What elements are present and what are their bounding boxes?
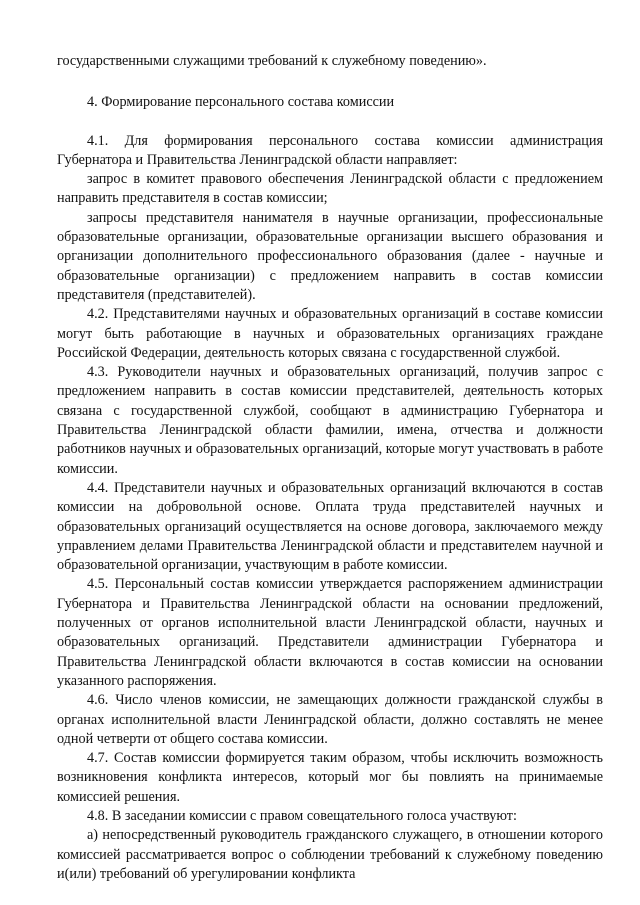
spacer xyxy=(57,71,603,93)
spacer xyxy=(57,113,603,132)
paragraph-4-3: 4.3. Руководители научных и образовательных организаций, получив запрос с предложением направить в состав комиссии представителей, деятельность которых связана с государственной службой, сообщают в администрацию Губернатора и Правительства Ленинградской области фамилии, имена, отчества и должности работников научных и образовательных организаций, которые могут участвовать в работе комиссии. xyxy=(57,364,603,477)
paragraph-requests-organizations: запросы представителя нанимателя в научные организации, профессиональные образовательные организации, образовательные организации высшего образования и организации дополнительного профессионального образования (далее - научные и образовательные организации) с предложением направить в состав комиссии представителя (представителей). xyxy=(57,209,603,303)
paragraph-4-8-a: а) непосредственный руководитель гражданского служащего, в отношении которого комиссией рассматривается вопрос о соблюдении требований к служебному поведению и(или) требований об урегулировании конфликта xyxy=(57,827,603,882)
document-page xyxy=(57,52,603,884)
section-title: 4. Формирование персонального состава комиссии xyxy=(87,94,395,111)
paragraph-request-legal: запрос в комитет правового обеспечения Ленинградской области с предложением направить представителя в состав комиссии; xyxy=(57,171,603,207)
intro-line: государственными служащими требований к служебному поведению». xyxy=(57,53,487,69)
paragraph-4-1: 4.1. Для формирования персонального состава комиссии администрация Губернатора и Правительства Ленинградской области направляет: xyxy=(57,132,603,168)
paragraph-4-8: 4.8. В заседании комиссии с правом совещательного голоса участвуют: xyxy=(87,807,517,824)
paragraph-4-4: 4.4. Представители научных и образовательных организаций включаются в состав комиссии на добровольной основе. Оплата труда представителей научных и образовательных организаций осуществляется на основе договора, заключаемого между управлением делами Правительства Ленинградской области и представителем научной и образовательной организации, участвующим в работе комиссии. xyxy=(57,479,603,574)
paragraph-4-6: 4.6. Число членов комиссии, не замещающих должности гражданской службы в органах исполнительной власти Ленинградской области, должно составлять не менее одной четверти от общего состава комиссии. xyxy=(57,692,603,747)
paragraph-4-5: 4.5. Персональный состав комиссии утверждается распоряжением администрации Губернатора и Правительства Ленинградской области на основании предложений, полученных от органов исполнительной власти Ленинградской области, научных и образовательных организаций. Представители администрации Губернатора и Правительства Ленинградской области включаются в состав комиссии на основании указанного распоряжения. xyxy=(57,576,603,689)
paragraph-4-7: 4.7. Состав комиссии формируется таким образом, чтобы исключить возможность возникновения конфликта интересов, который мог бы повлиять на принимаемые комиссией решения. xyxy=(57,750,603,805)
paragraph-4-2: 4.2. Представителями научных и образовательных организаций в составе комиссии могут быть работающие в научных и образовательных организациях граждане Российской Федерации, деятельность которых связана с государственной службой. xyxy=(57,306,603,361)
